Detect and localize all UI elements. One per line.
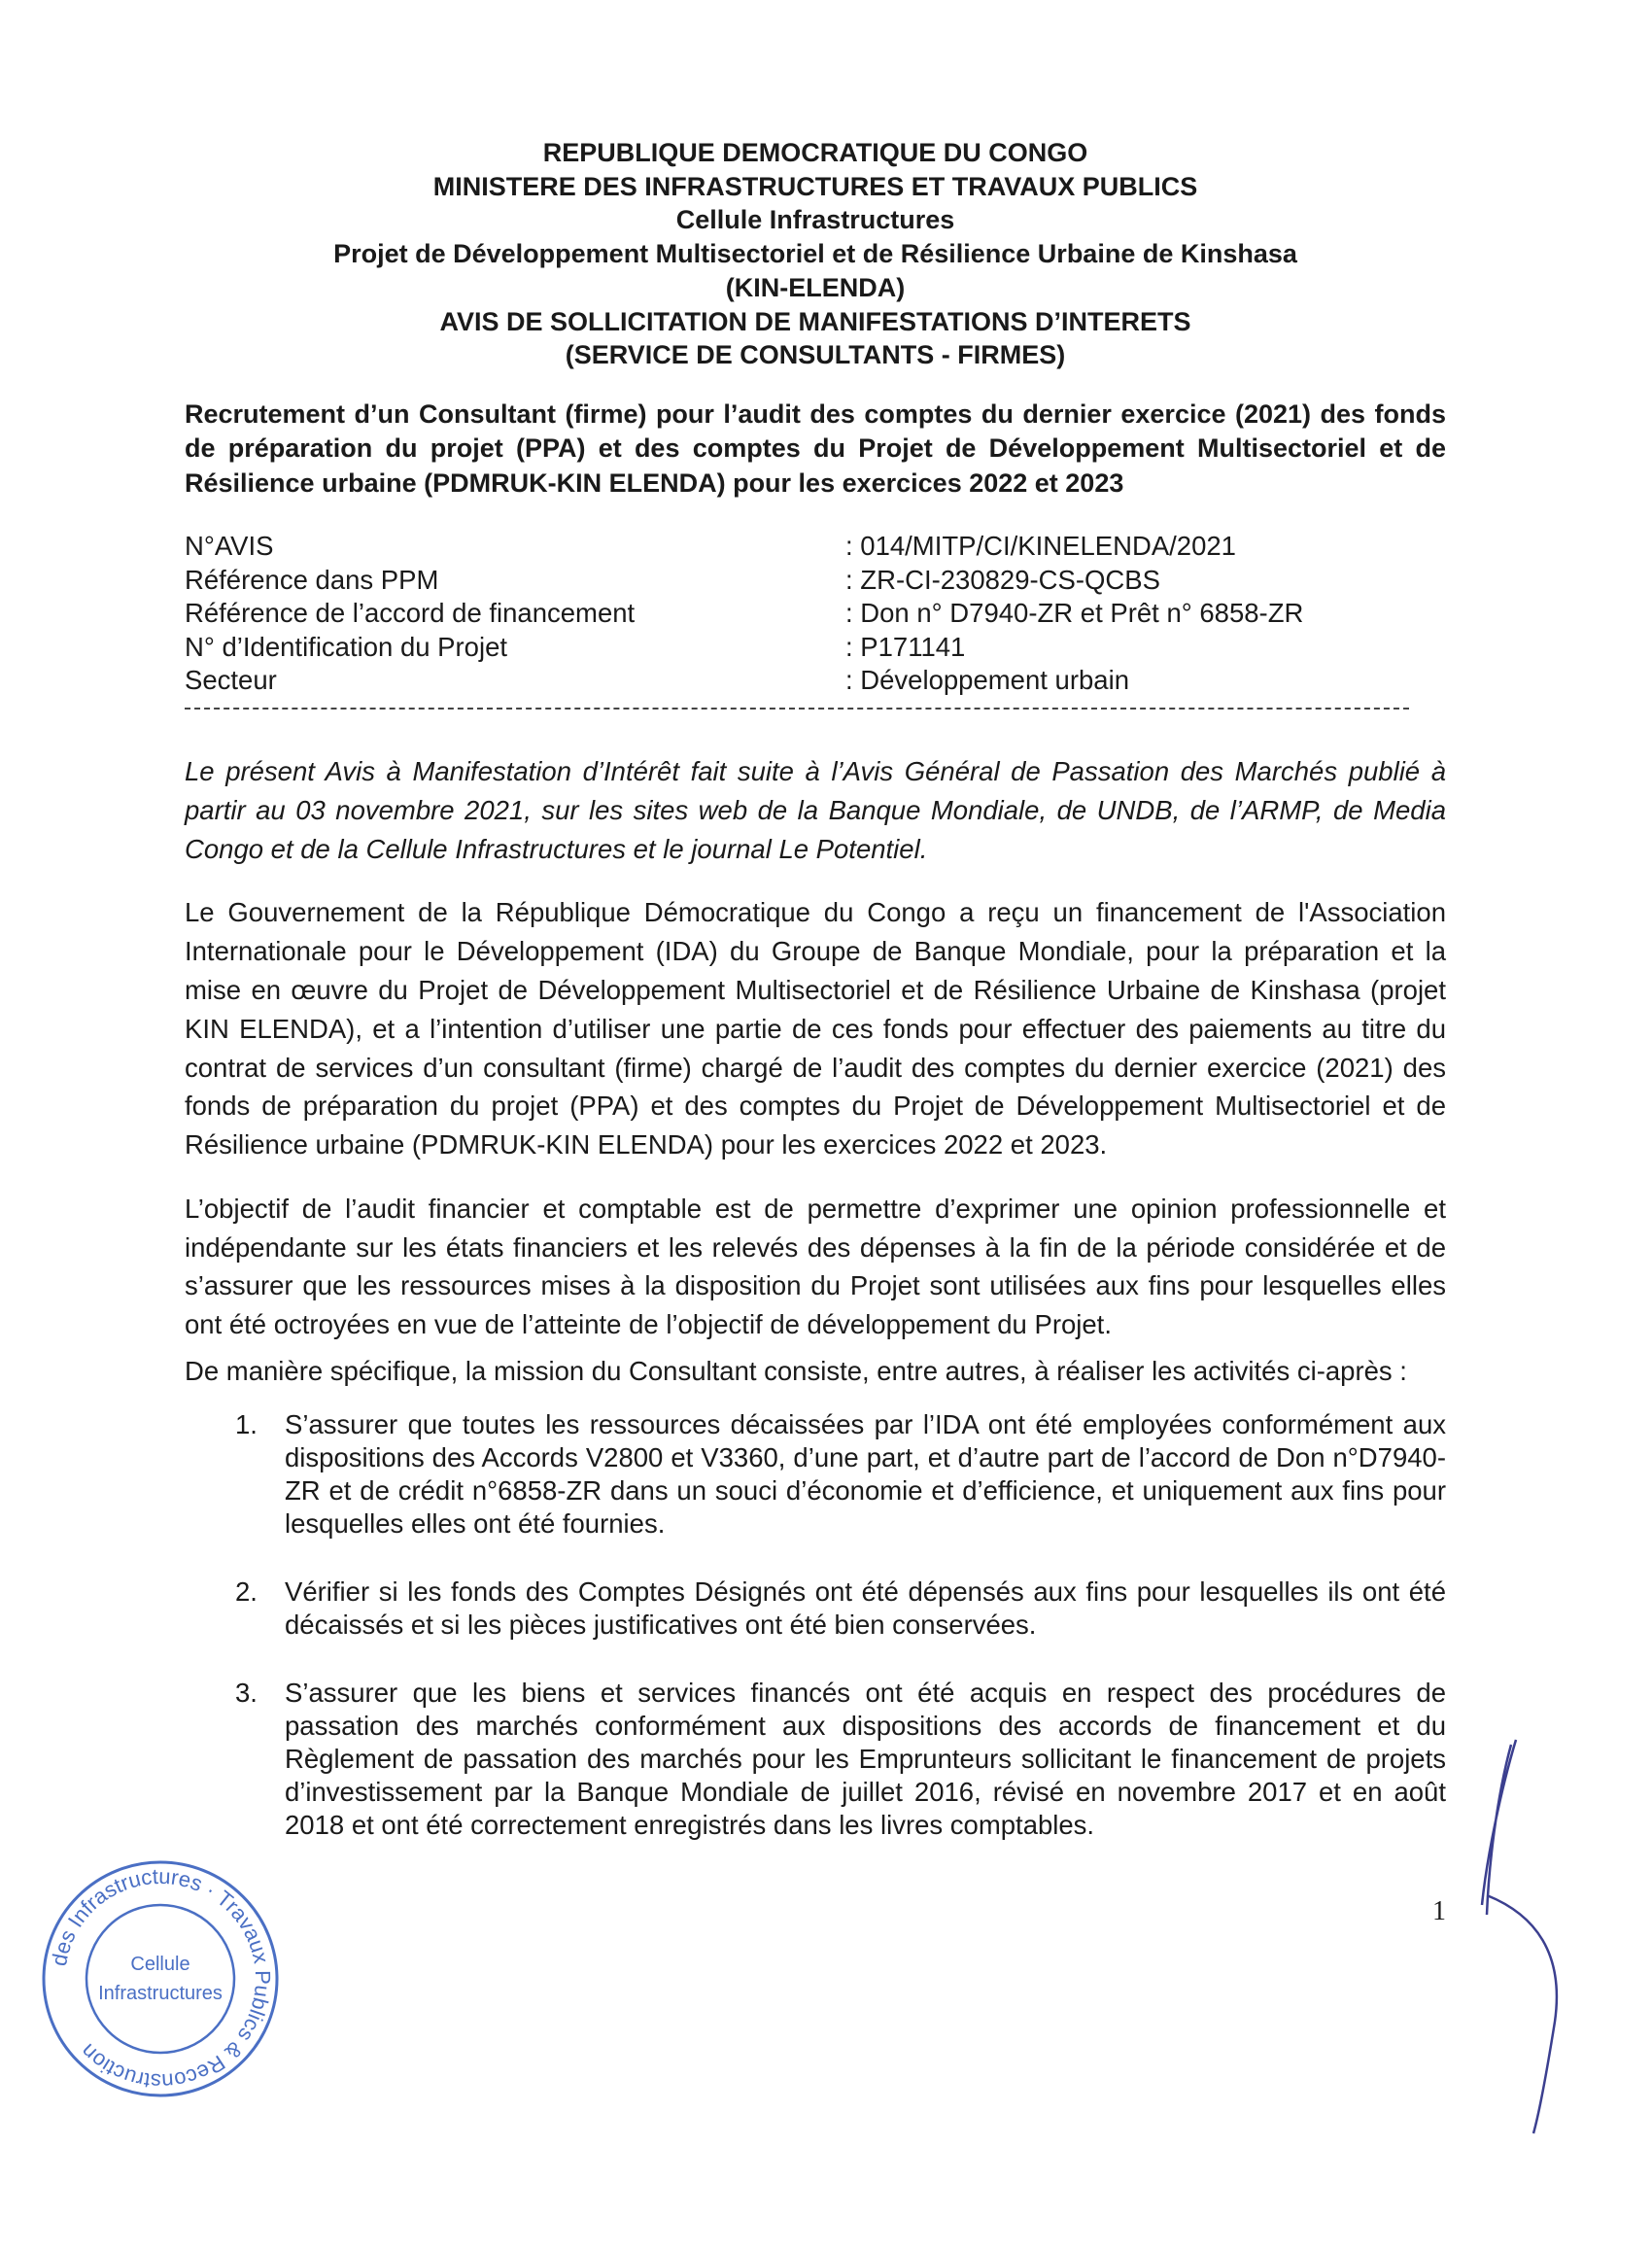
page-footer bbox=[39, 1857, 1446, 2100]
list-item bbox=[235, 1677, 1446, 1842]
meta-value: : P171141 bbox=[845, 631, 966, 662]
list-number: 1. bbox=[235, 1408, 258, 1439]
meta-value: : ZR-CI-230829-CS-QCBS bbox=[845, 564, 1160, 595]
list-number: 2. bbox=[235, 1576, 258, 1607]
svg-text:des Infrastructures · Travaux bbox=[47, 1864, 275, 2094]
body-paragraph: De manière spécifique, la mission du Consultant consiste, entre autres, à réaliser les activités ci-après : bbox=[185, 1356, 1407, 1387]
header-line: Projet de Développement Multisectoriel et de Résilience Urbaine de Kinshasa bbox=[333, 239, 1297, 269]
meta-label: N° d’Identification du Projet bbox=[185, 631, 508, 662]
meta-row bbox=[185, 631, 1446, 665]
meta-row bbox=[185, 564, 1446, 598]
list-text: S’assurer que toutes les ressources décaissées par l’IDA ont été employées conformément aux dispositions des Accords V2800 et V3360, d’une part, et d’autre part de l’accord de Don n°D7940-ZR et de crédit n°6858-ZR dans un souci d’économie et d’efficience, et uniquement aux fins pour lesquelles elles ont été fournies. bbox=[285, 1408, 1446, 1539]
header-line: REPUBLIQUE DEMOCRATIQUE DU CONGO bbox=[542, 138, 1088, 167]
notice-metadata bbox=[185, 530, 1446, 698]
meta-label: Référence dans PPM bbox=[185, 564, 439, 595]
signature-mark bbox=[1458, 1730, 1574, 2138]
meta-row bbox=[185, 530, 1446, 564]
meta-label: Référence de l’accord de financement bbox=[185, 598, 636, 629]
meta-value: : 014/MITP/CI/KINELENDA/2021 bbox=[845, 531, 1236, 562]
stamp-inner-line: Cellule bbox=[130, 1953, 190, 1975]
page-number: 1 bbox=[1432, 1895, 1446, 1926]
official-stamp bbox=[39, 1857, 282, 2100]
document-header bbox=[185, 136, 1446, 372]
header-line: (SERVICE DE CONSULTANTS - FIRMES) bbox=[565, 340, 1066, 370]
meta-row bbox=[185, 597, 1446, 631]
list-item bbox=[235, 1408, 1446, 1541]
notice-title: Recrutement d’un Consultant (firme) pour l’audit des comptes du dernier exercice (2021) des fonds de préparation du projet (PPA) et des comptes du Projet de Développement Multisectoriel et de Résilience urbaine (PDMRUK-KIN ELENDA) pour les exercices 2022 et 2023 bbox=[185, 398, 1446, 498]
stamp-outer-text: des Infrastructures · Travaux Publics & Reconstruction bbox=[46, 1863, 276, 2095]
list-number: 3. bbox=[235, 1677, 258, 1708]
intro-paragraph: Le présent Avis à Manifestation d’Intérêt fait suite à l’Avis Général de Passation des Marchés publié à partir au 03 novembre 2021, sur les sites web de la Banque Mondiale, de UNDB, de l’ARMP, de Media Congo et de la Cellule Infrastructures et le journal Le Potentiel. bbox=[185, 755, 1446, 864]
list-item bbox=[235, 1576, 1446, 1642]
meta-row bbox=[185, 664, 1446, 698]
dashed-divider bbox=[185, 708, 1409, 710]
meta-value: : Développement urbain bbox=[845, 665, 1129, 696]
header-line: AVIS DE SOLLICITATION DE MANIFESTATIONS D’INTERETS bbox=[439, 306, 1191, 336]
list-text: Vérifier si les fonds des Comptes Désignés ont été dépensés aux fins pour lesquelles ils ont été décaissés et si les pièces justificatives ont été bien conservées. bbox=[285, 1576, 1446, 1640]
header-line: MINISTERE DES INFRASTRUCTURES ET TRAVAUX PUBLICS bbox=[432, 171, 1198, 201]
header-line: (KIN-ELENDA) bbox=[725, 272, 906, 302]
stamp-inner-line: Infrastructures bbox=[98, 1982, 223, 2004]
meta-value: : Don n° D7940-ZR et Prêt n° 6858-ZR bbox=[845, 598, 1304, 629]
body-paragraph: Le Gouvernement de la République Démocratique du Congo a reçu un financement de l'Association Internationale pour le Développement (IDA) du Groupe de Banque Mondiale, pour la préparation et la mise en œuvre du Projet de Développement Multisectoriel et de Résilience Urbaine de Kinshasa (projet KIN ELENDA), et a l’intention d’utiliser une partie de ces fonds pour effectuer des paiements au titre du contrat de services d’un consultant (firme) chargé de l’audit des comptes du dernier exercice (2021) des fonds de préparation du projet (PPA) et des comptes du Projet de Développement Multisectoriel et de Résilience urbaine (PDMRUK-KIN ELENDA) pour les exercices 2022 et 2023. bbox=[185, 897, 1446, 1160]
body-paragraph: L’objectif de l’audit financier et comptable est de permettre d’exprimer une opinion professionnelle et indépendante sur les états financiers et les relevés des dépenses à la fin de la période considérée et de s’assurer que les ressources mises à la disposition du Projet sont utilisées aux fins pour lesquelles elles ont été octroyées en vue de l’atteinte de l’objectif de développement du Projet. bbox=[185, 1193, 1446, 1340]
header-line: Cellule Infrastructures bbox=[675, 205, 955, 235]
list-text: S’assurer que les biens et services financés ont été acquis en respect des procédures de passation des marchés conformément aux dispositions des accords de financement et du Règlement de passation des marchés pour les Emprunteurs sollicitant le financement de projets d’investissement par la Banque Mondiale de juillet 2016, révisé en novembre 2017 et en août 2018 et ont été correctement enregistrés dans les livres comptables. bbox=[285, 1677, 1446, 1840]
meta-label: N°AVIS bbox=[185, 531, 274, 562]
meta-label: Secteur bbox=[185, 665, 277, 696]
